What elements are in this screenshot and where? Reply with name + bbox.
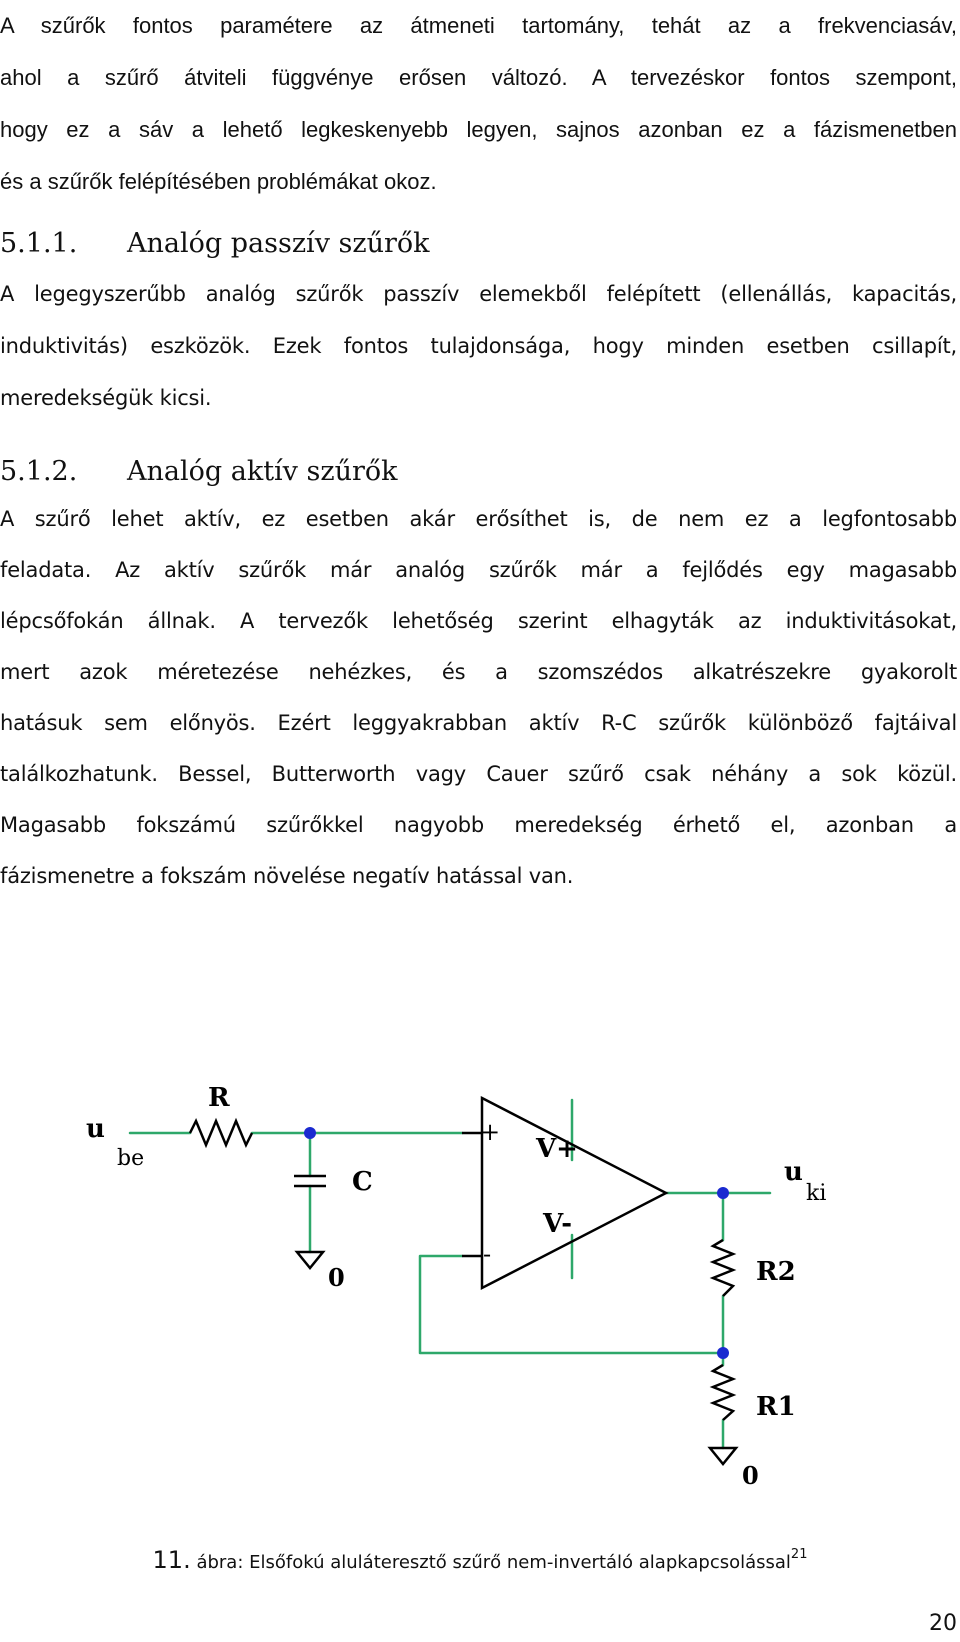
page-number: 20 <box>929 1611 957 1636</box>
label-opamp-minus: - <box>483 1240 492 1268</box>
label-opamp-plus: + <box>480 1118 501 1146</box>
section2-line-6: találkozhatunk. Bessel, Butterworth vagy Cauer szűrő csak néhány a sok közül. <box>0 762 957 786</box>
section2-heading <box>0 456 398 487</box>
section2-line-5: hatásuk sem előnyös. Ezért leggyakrabban aktív R-C szűrők különböző fajtáival <box>0 711 957 735</box>
section1-number: 5.1.1. <box>0 228 78 259</box>
junction-node-output <box>717 1187 729 1199</box>
label-output-u: u <box>784 1157 803 1187</box>
caption-number: 11. <box>152 1546 191 1574</box>
intro-line-3: hogy ez a sáv a lehető legkeskenyebb legyen, sajnos azonban ez a fázismenetben <box>0 117 957 142</box>
section1-line-3: meredekségük kicsi. <box>0 386 212 410</box>
label-ground-2: 0 <box>742 1461 759 1490</box>
resistor-r2 <box>713 1240 733 1296</box>
circuit-diagram <box>0 1060 960 1500</box>
junction-node-cap <box>304 1127 316 1139</box>
section2-line-3: lépcsőfokán állnak. A tervezők lehetőség szerint elhagyták az induktivitásokat, <box>0 609 957 633</box>
label-output-ki: ki <box>806 1181 827 1206</box>
section1-line-2: induktivitás) eszközök. Ezek fontos tulajdonsága, hogy minden esetben csillapít, <box>0 334 957 358</box>
label-vplus: V+ <box>536 1134 578 1164</box>
resistor-r <box>190 1121 252 1145</box>
section2-line-4: mert azok méretezése nehézkes, és a szomszédos alkatrészekre gyakorolt <box>0 660 957 684</box>
ground-symbol-2 <box>710 1448 736 1464</box>
intro-paragraph <box>0 0 957 208</box>
label-input-be: be <box>117 1146 145 1171</box>
section2-line-2: feladata. Az aktív szűrők már analóg szűrők már a fejlődés egy magasabb <box>0 558 957 582</box>
label-input-u: u <box>86 1114 105 1144</box>
caption-footnote: 21 <box>790 1547 808 1562</box>
label-vminus: V- <box>543 1209 573 1239</box>
section1-title: Analóg passzív szűrők <box>127 228 430 259</box>
section2-number: 5.1.2. <box>0 456 78 487</box>
section2-title: Analóg aktív szűrők <box>127 456 398 487</box>
section2-line-7: Magasabb fokszámú szűrőkkel nagyobb meredekség érhető el, azonban a <box>0 813 957 837</box>
caption-text: ábra: Elsőfokú aluláteresztő szűrő nem-invertáló alapkapcsolással <box>196 1552 791 1573</box>
section2-paragraph <box>0 494 957 902</box>
section2-line-1: A szűrő lehet aktív, ez esetben akár erősíthet is, de nem ez a legfontosabb <box>0 507 957 531</box>
label-ground-1: 0 <box>328 1263 345 1292</box>
junction-node-feedback <box>717 1347 729 1359</box>
section1-heading <box>0 228 430 259</box>
resistor-r1 <box>713 1365 733 1420</box>
section2-line-8: fázismenetre a fokszám növelése negatív hatással van. <box>0 864 574 888</box>
intro-line-2: ahol a szűrő átviteli függvénye erősen változó. A tervezéskor fontos szempont, <box>0 65 957 90</box>
section1-line-1: A legegyszerűbb analóg szűrők passzív elemekből felépített (ellenállás, kapacitás, <box>0 282 957 306</box>
opamp-triangle <box>482 1098 666 1288</box>
label-resistor-r2: R2 <box>756 1257 796 1287</box>
intro-line-1: A szűrők fontos paramétere az átmeneti tartomány, tehát az a frekvenciasáv, <box>0 13 957 38</box>
section1-paragraph <box>0 268 957 424</box>
ground-symbol-1 <box>297 1252 323 1268</box>
figure-caption <box>0 1546 960 1574</box>
label-resistor-r: R <box>208 1083 230 1113</box>
intro-line-4: és a szűrők felépítésében problémákat okoz. <box>0 169 437 194</box>
label-resistor-r1: R1 <box>756 1392 796 1422</box>
label-capacitor-c: C <box>352 1167 373 1197</box>
